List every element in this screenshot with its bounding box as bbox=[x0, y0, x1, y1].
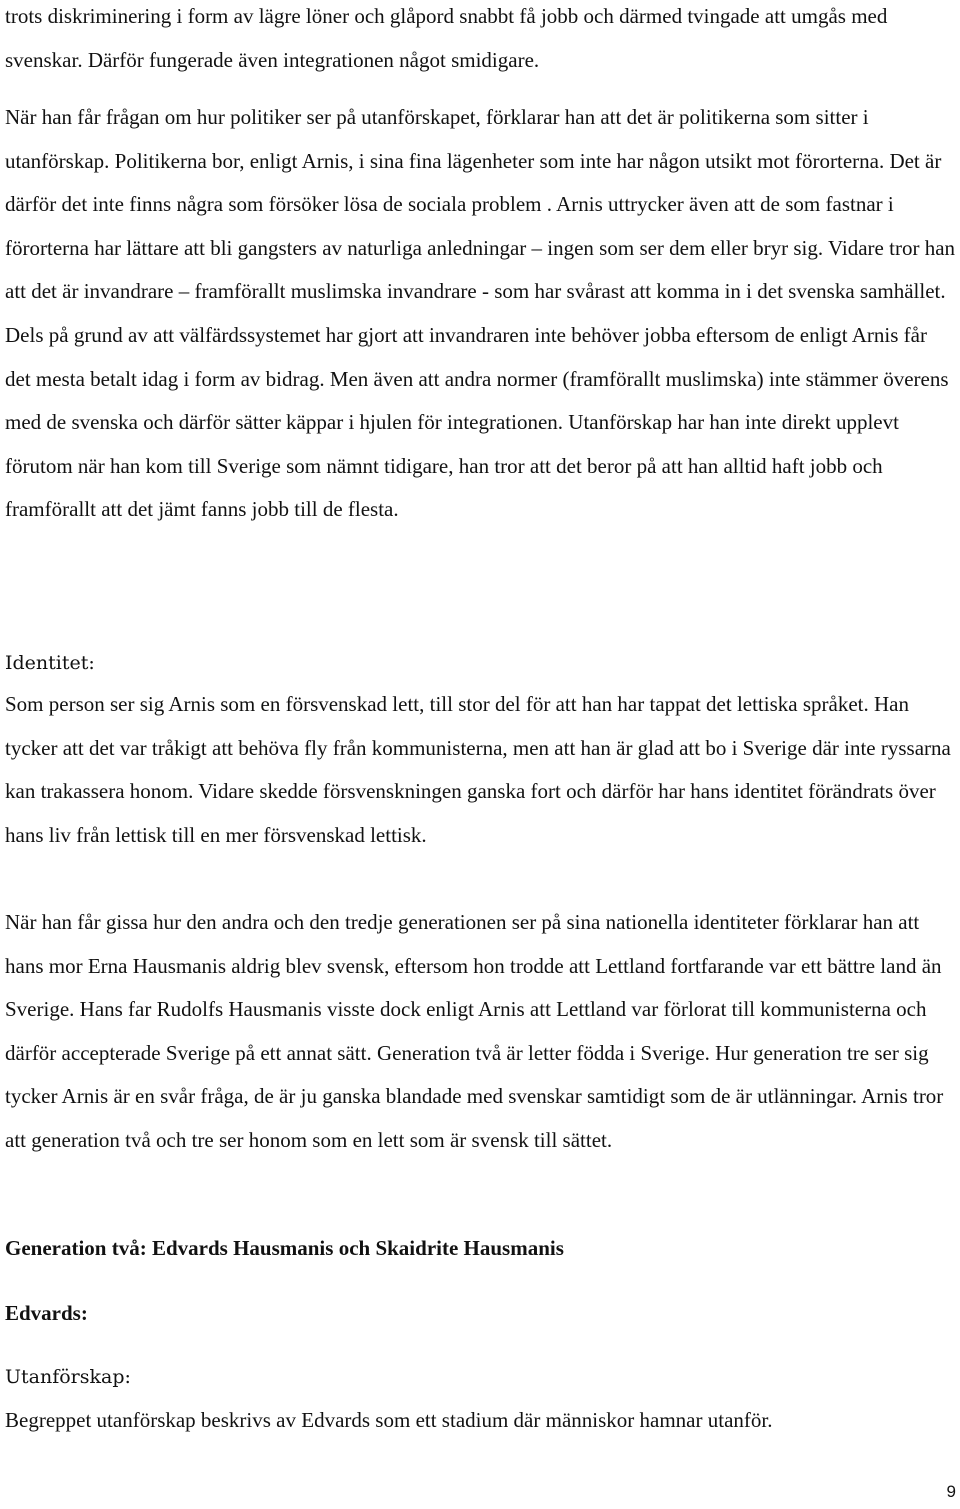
page-number: 9 bbox=[946, 1482, 956, 1501]
paragraph-intro: trots diskriminering i form av lägre löner och glåpord snabbt få jobb och därmed tvingade att umgås med svenskar. Därför fungerade även integrationen något smidigare. bbox=[5, 4, 888, 72]
section-label-exclusion: Utanförskap: bbox=[5, 1366, 131, 1388]
heading-generation-two: Generation två: Edvards Hausmanis och Skaidrite Hausmanis bbox=[5, 1236, 564, 1260]
section-label-identity: Identitet: bbox=[5, 652, 95, 674]
heading-edvards: Edvards: bbox=[5, 1301, 88, 1325]
paragraph-identity: Som person ser sig Arnis som en försvenskad lett, till stor del för att han har tappat det lettiska språket. Han tycker att det var tråkigt att behöva fly från kommunisterna, men att han är glad att bo i Sverige där inte ryssarna kan trakassera honom. Vidare skedde försvenskningen ganska fort och därför har hans identitet förändrats över hans liv från lettisk till en mer försvenskad lettisk. bbox=[5, 692, 951, 847]
paragraph-exclusion-definition: Begreppet utanförskap beskrivs av Edvards som ett stadium där människor hamnar utanför. bbox=[5, 1408, 773, 1432]
paragraph-politicians: När han får frågan om hur politiker ser på utanförskapet, förklarar han att det är politikerna som sitter i utanförskap. Politikerna bor, enligt Arnis, i sina fina lägenheter som inte har någon utsikt mot förorterna. Det är därför det inte finns några som försöker lösa de sociala problem . Arnis uttrycker även att de som fastnar i förorterna har lättare att bli gangsters av naturliga anledningar – ingen som ser dem eller bryr sig. Vidare tror han att det är invandrare – framförallt muslimska invandrare - som har svårast att komma in i det svenska samhället. Dels på grund av att välfärdssystemet har gjort att invandraren inte behöver jobba eftersom de enligt Arnis får det mesta betalt idag i form av bidrag. Men även att andra normer (framförallt muslimska) inte stämmer överens med de svenska och därför sätter käppar i hjulen för integrationen. Utanförskap har han inte direkt upplevt förutom när han kom till Sverige som nämnt tidigare, han tror att det beror på att han alltid haft jobb och framförallt att det jämt fanns jobb till de flesta. bbox=[5, 105, 956, 522]
paragraph-generations: När han får gissa hur den andra och den tredje generationen ser på sina nationella identiteter förklarar han att hans mor Erna Hausmanis aldrig blev svensk, eftersom hon trodde att Lettland fortfarande var ett bättre land än Sverige. Hans far Rudolfs Hausmanis visste dock enligt Arnis att Lettland var förlorat till kommunisterna och därför accepterade Sverige på ett annat sätt. Generation två är letter födda i Sverige. Hur generation tre ser sig tycker Arnis är en svår fråga, de är ju ganska blandade med svenskar samtidigt som de är utlänningar. Arnis tror att generation två och tre ser honom som en lett som är svensk till sättet. bbox=[5, 910, 944, 1152]
